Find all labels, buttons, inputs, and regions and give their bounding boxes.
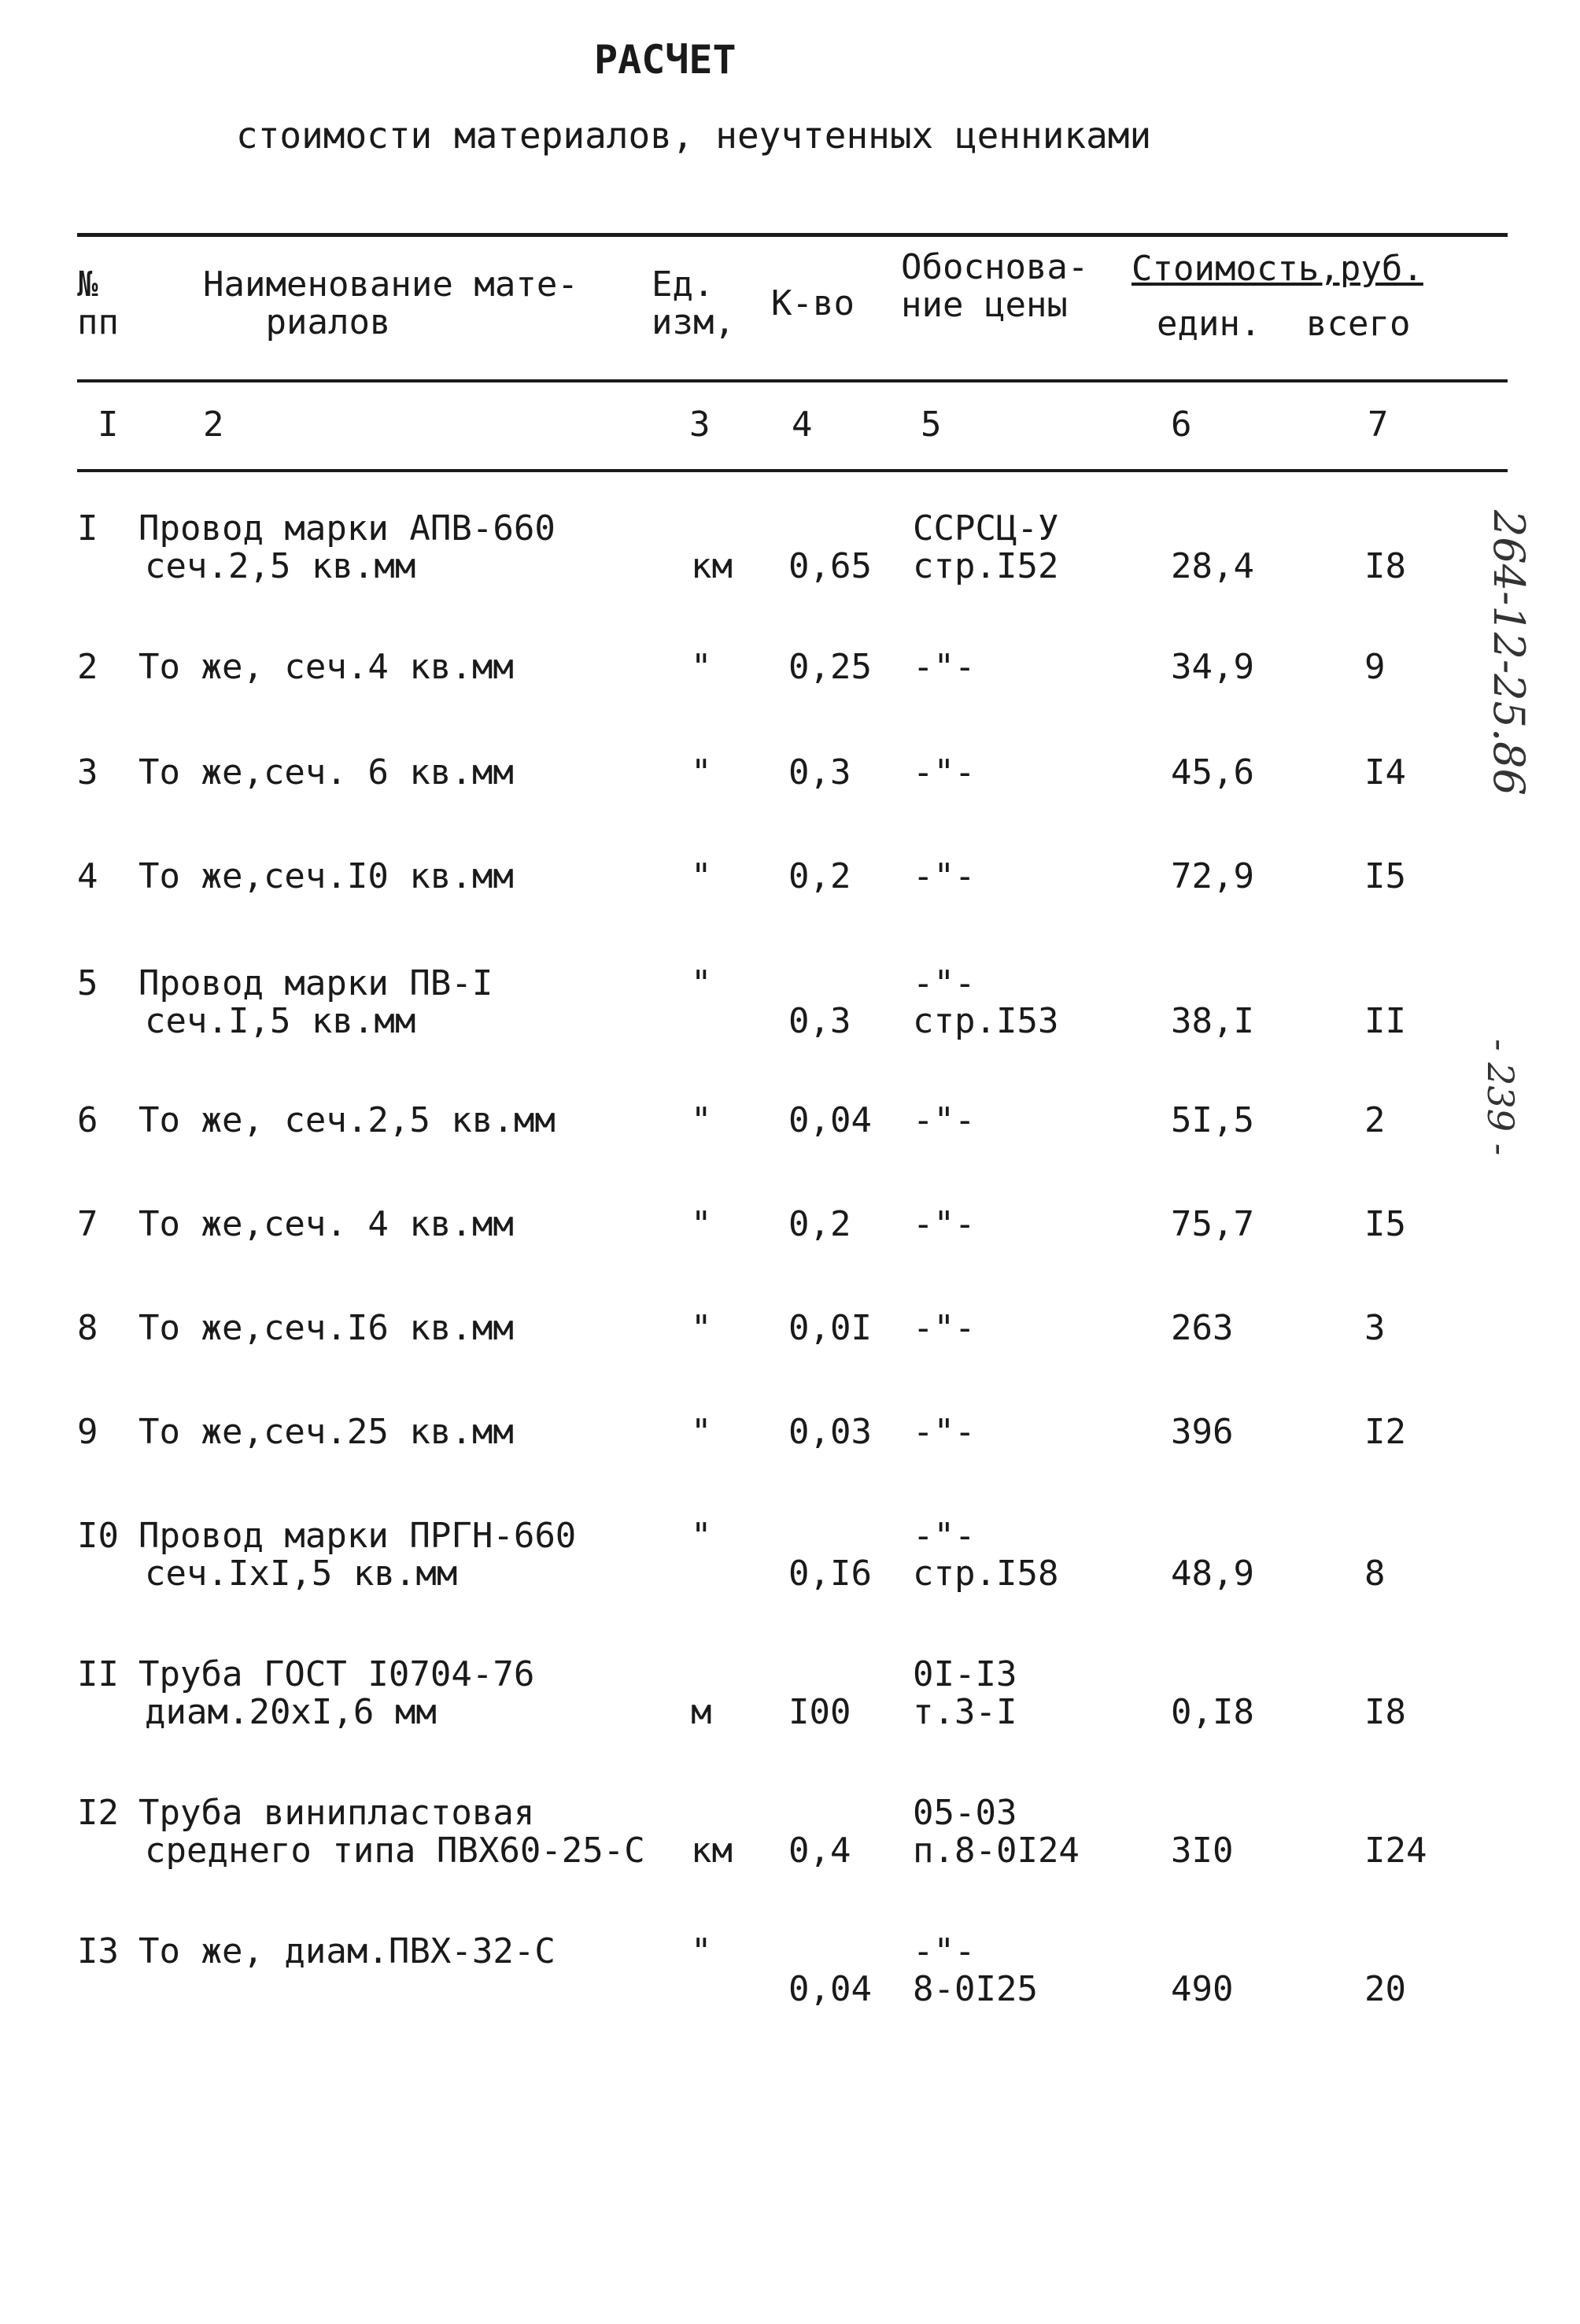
table-top-rule xyxy=(77,233,1508,237)
row-unit-price: 3I0 xyxy=(1171,1831,1234,1871)
margin-note-registration: 264-12-25.86 xyxy=(1484,510,1534,796)
colnum-2: 2 xyxy=(203,405,224,445)
row-unit: км xyxy=(691,1831,733,1871)
row-material-name: То же, сеч.2,5 кв.мм xyxy=(138,1100,556,1140)
row-material-name: сеч.2,5 кв.мм xyxy=(145,546,416,586)
row-price-basis: стр.I52 xyxy=(913,546,1059,586)
header-cost: Стоимость,руб. xyxy=(1131,249,1423,289)
header-cost-unit: един. xyxy=(1157,304,1261,344)
row-quantity: 0,3 xyxy=(788,1001,851,1041)
row-number: 8 xyxy=(77,1308,98,1348)
header-unit-line1: Ед. xyxy=(652,264,714,305)
row-total: 20 xyxy=(1364,1969,1406,2009)
row-total: I24 xyxy=(1364,1831,1427,1871)
row-unit-price: 0,I8 xyxy=(1171,1692,1254,1732)
row-quantity: 0,4 xyxy=(788,1831,851,1871)
row-price-basis: 0I-I3 xyxy=(913,1654,1017,1694)
colnum-3: 3 xyxy=(689,405,711,445)
row-total: 8 xyxy=(1364,1554,1386,1594)
row-unit-price: 45,6 xyxy=(1171,752,1254,793)
header-num-line2: пп xyxy=(77,302,119,342)
row-material-name: То же,сеч.I6 кв.мм xyxy=(138,1308,514,1348)
row-material-name: сеч.IxI,5 кв.мм xyxy=(145,1554,458,1594)
page-title: РАСЧЕТ xyxy=(594,37,736,83)
colnum-7: 7 xyxy=(1368,405,1389,445)
row-total: 9 xyxy=(1364,647,1386,687)
row-total: 2 xyxy=(1364,1100,1386,1140)
row-quantity: I00 xyxy=(788,1692,851,1732)
row-number: I2 xyxy=(77,1793,119,1833)
row-material-name: сеч.I,5 кв.мм xyxy=(145,1001,416,1041)
row-unit-price: 28,4 xyxy=(1171,546,1254,586)
row-unit-price: 48,9 xyxy=(1171,1554,1254,1594)
row-price-basis: -"- xyxy=(913,1931,976,1971)
header-basis-line1: Обоснова- xyxy=(901,247,1089,287)
row-total: I5 xyxy=(1364,1204,1406,1244)
row-total: 3 xyxy=(1364,1308,1386,1348)
column-number-rule xyxy=(77,469,1508,472)
row-unit: " xyxy=(691,1931,712,1971)
row-total: I8 xyxy=(1364,546,1406,586)
row-material-name: среднего типа ПВХ60-25-С xyxy=(145,1831,645,1871)
row-price-basis: -"- xyxy=(913,1412,976,1452)
row-unit: " xyxy=(691,856,712,896)
row-unit: км xyxy=(691,546,733,586)
row-material-name: Провод марки АПВ-660 xyxy=(138,508,556,549)
row-quantity: 0,0I xyxy=(788,1308,872,1348)
row-material-name: То же,сеч. 6 кв.мм xyxy=(138,752,514,793)
row-unit: " xyxy=(691,752,712,793)
row-total: I2 xyxy=(1364,1412,1406,1452)
row-price-basis: -"- xyxy=(913,1308,976,1348)
header-num-line1: № xyxy=(77,264,98,305)
row-unit-price: 34,9 xyxy=(1171,647,1254,687)
row-price-basis: 05-03 xyxy=(913,1793,1017,1833)
row-number: 2 xyxy=(77,647,98,687)
row-total: II xyxy=(1364,1001,1406,1041)
header-basis xyxy=(901,249,1088,324)
row-unit-price: 263 xyxy=(1171,1308,1234,1348)
row-number: 9 xyxy=(77,1412,98,1452)
page-subtitle: стоимости материалов, неучтенных ценниками xyxy=(236,114,1152,157)
row-unit: м xyxy=(691,1692,712,1732)
row-quantity: 0,2 xyxy=(788,1204,851,1244)
row-material-name: Труба винипластовая xyxy=(138,1793,535,1833)
row-number: I xyxy=(77,508,98,549)
row-unit-price: 490 xyxy=(1171,1969,1234,2009)
row-material-name: Провод марки ПРГН-660 xyxy=(138,1516,577,1556)
row-quantity: 0,25 xyxy=(788,647,872,687)
row-number: 3 xyxy=(77,752,98,793)
header-num xyxy=(77,266,119,342)
colnum-5: 5 xyxy=(921,405,942,445)
row-total: I5 xyxy=(1364,856,1406,896)
row-number: 6 xyxy=(77,1100,98,1140)
row-quantity: 0,2 xyxy=(788,856,851,896)
row-unit-price: 75,7 xyxy=(1171,1204,1254,1244)
row-material-name: Провод марки ПВ-I xyxy=(138,963,493,1003)
row-unit-price: 72,9 xyxy=(1171,856,1254,896)
row-number: I0 xyxy=(77,1516,119,1556)
header-bottom-rule xyxy=(77,379,1508,382)
row-price-basis: т.3-I xyxy=(913,1692,1017,1732)
row-material-name: То же, сеч.4 кв.мм xyxy=(138,647,514,687)
header-name xyxy=(203,266,578,342)
colnum-4: 4 xyxy=(792,405,813,445)
row-price-basis: 8-0I25 xyxy=(913,1969,1038,2009)
row-price-basis: п.8-0I24 xyxy=(913,1831,1080,1871)
row-unit: " xyxy=(691,963,712,1003)
row-material-name: То же,сеч.I0 кв.мм xyxy=(138,856,514,896)
row-price-basis: -"- xyxy=(913,1516,976,1556)
row-price-basis: -"- xyxy=(913,1100,976,1140)
row-price-basis: стр.I58 xyxy=(913,1554,1059,1594)
row-unit: " xyxy=(691,647,712,687)
row-quantity: 0,3 xyxy=(788,752,851,793)
header-unit xyxy=(652,266,735,342)
row-material-name: То же,сеч. 4 кв.мм xyxy=(138,1204,514,1244)
row-number: 4 xyxy=(77,856,98,896)
row-unit: " xyxy=(691,1308,712,1348)
row-unit: " xyxy=(691,1516,712,1556)
row-number: II xyxy=(77,1654,119,1694)
row-number: 5 xyxy=(77,963,98,1003)
row-price-basis: -"- xyxy=(913,963,976,1003)
row-quantity: 0,03 xyxy=(788,1412,872,1452)
row-unit-price: 5I,5 xyxy=(1171,1100,1254,1140)
header-cost-total: всего xyxy=(1306,304,1411,344)
row-total: I8 xyxy=(1364,1692,1406,1732)
header-name-line1: Наименование мате- xyxy=(203,264,578,305)
row-total: I4 xyxy=(1364,752,1406,793)
row-price-basis: -"- xyxy=(913,752,976,793)
row-unit-price: 38,I xyxy=(1171,1001,1254,1041)
header-qty: К-во xyxy=(771,283,855,323)
colnum-1: I xyxy=(98,405,119,445)
row-unit-price: 396 xyxy=(1171,1412,1234,1452)
row-unit: " xyxy=(691,1204,712,1244)
row-price-basis: -"- xyxy=(913,1204,976,1244)
margin-note-page-number: - 239 - xyxy=(1479,1039,1522,1156)
header-name-line2: риалов xyxy=(265,302,391,342)
colnum-6: 6 xyxy=(1171,405,1192,445)
row-quantity: 0,I6 xyxy=(788,1554,872,1594)
row-unit: " xyxy=(691,1412,712,1452)
row-price-basis: ССРСЦ-У xyxy=(913,508,1059,549)
row-material-name: То же, диам.ПВХ-32-С xyxy=(138,1931,556,1971)
row-quantity: 0,04 xyxy=(788,1100,872,1140)
row-material-name: Труба ГОСТ I0704-76 xyxy=(138,1654,535,1694)
row-number: 7 xyxy=(77,1204,98,1244)
row-unit: " xyxy=(691,1100,712,1140)
header-unit-line2: изм, xyxy=(652,302,735,342)
header-basis-line2: ние цены xyxy=(901,285,1068,325)
row-material-name: То же,сеч.25 кв.мм xyxy=(138,1412,514,1452)
row-quantity: 0,65 xyxy=(788,546,872,586)
row-number: I3 xyxy=(77,1931,119,1971)
row-price-basis: -"- xyxy=(913,647,976,687)
row-price-basis: -"- xyxy=(913,856,976,896)
row-quantity: 0,04 xyxy=(788,1969,872,2009)
row-material-name: диам.20xI,6 мм xyxy=(145,1692,437,1732)
row-price-basis: стр.I53 xyxy=(913,1001,1059,1041)
